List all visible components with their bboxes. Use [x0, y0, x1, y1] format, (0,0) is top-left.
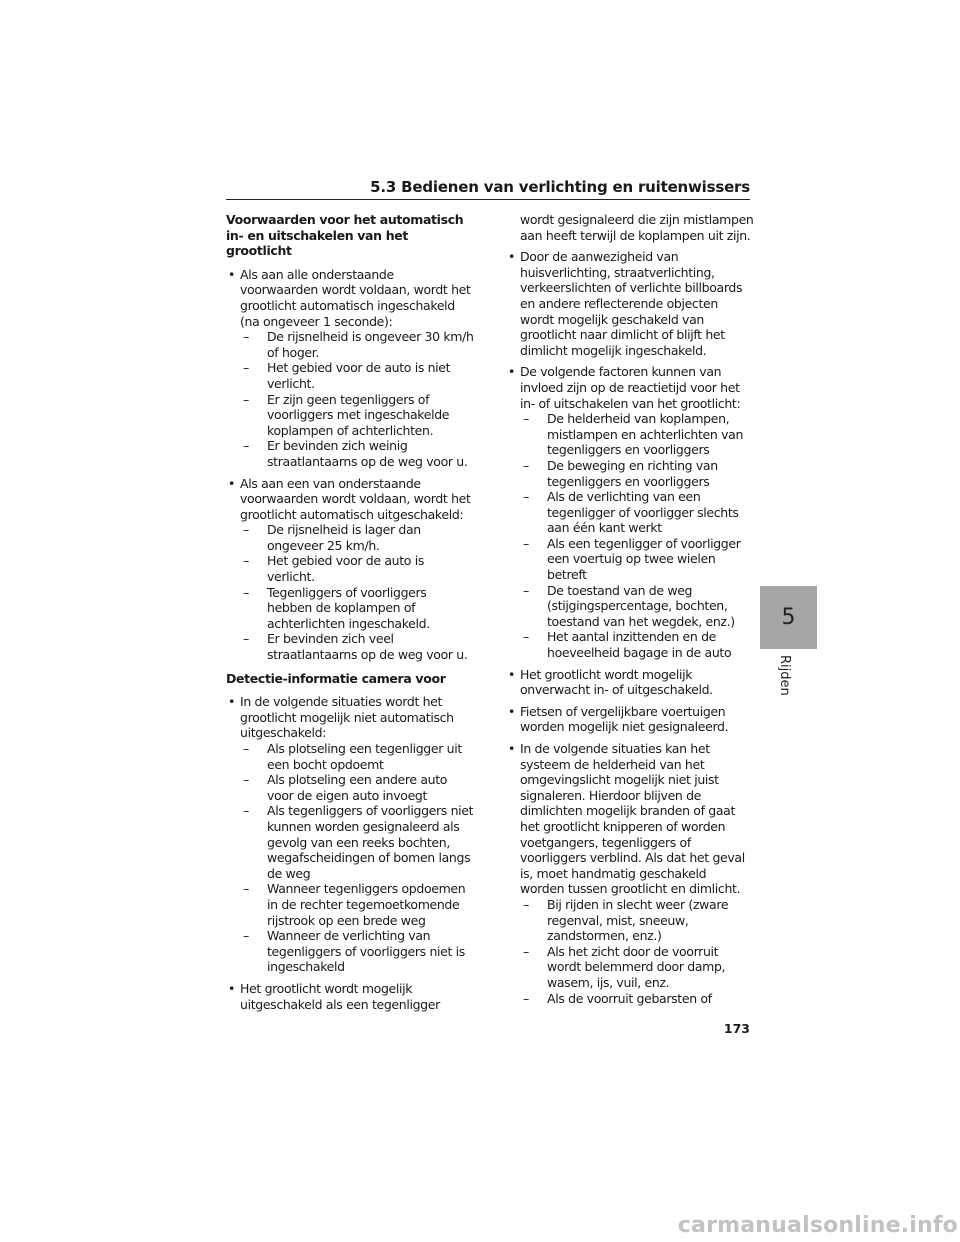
bullet-text: • Het grootlicht wordt mogelijk onverwacht in- of uitgeschakeld. [520, 666, 713, 698]
bullet-text: • In de volgende situaties kan het systeem de helderheid van het omgevingslicht mogelijk niet juist signaleren. Hierdoor blijven de dimlichten mogelijk branden of gaat het grootlicht knipperen of worden voetgangers, tegenliggers of voorliggers verblind. Als dat het geval is, moet handmatig geschakeld worden tussen grootlicht en dimlicht. [520, 741, 745, 897]
sub-item: – Het gebied voor de auto is niet verlicht. [240, 360, 474, 391]
bullet-text: • Fietsen of vergelijkbare voertuigen worden mogelijk niet gesignaleerd. [520, 703, 729, 735]
bullet-ambient-lighting [506, 249, 754, 358]
sub-item: – De rijsnelheid is ongeveer 30 km/h of hoger. [240, 329, 474, 360]
bullet-text: wordt gesignaleerd die zijn mistlampen aan heeft terwijl de koplampen uit zijn. [520, 212, 754, 243]
bullet-text: • De volgende factoren kunnen van invloed zijn op de reactietijd voor het in- of uitschakelen van het grootlicht: [520, 364, 741, 411]
bullet-oncoming-foglamp [226, 981, 474, 1012]
page-number: 173 [723, 1021, 750, 1036]
sub-item: – De rijsnelheid is lager dan ongeveer 25 km/h. [240, 522, 474, 553]
sub-list [240, 741, 474, 975]
sub-item: – De helderheid van koplampen, mistlampen en achterlichten van tegenliggers en voorliggers [520, 411, 754, 458]
sub-item: – Als het zicht door de voorruit wordt belemmerd door damp, wasem, ijs, vuil, enz. [520, 944, 754, 991]
section-header: 5.3 Bedienen van verlichting en ruitenwissers [370, 178, 750, 196]
sub-item: – Als de voorruit gebarsten of [520, 991, 754, 1007]
bullet-reaction-factors [506, 364, 754, 660]
sub-list [520, 897, 754, 1006]
sub-item: – Het aantal inzittenden en de hoeveelheid bagage in de auto [520, 629, 754, 660]
sub-item: – Tegenliggers of voorliggers hebben de koplampen of achterlichten ingeschakeld. [240, 585, 474, 632]
header-rule [226, 199, 750, 200]
bullet-text: • Het grootlicht wordt mogelijk uitgeschakeld als een tegenligger [240, 980, 440, 1012]
bullet-not-auto-off-situations [226, 694, 474, 975]
sub-item: – Wanneer de verlichting van tegenliggers of voorliggers niet is ingeschakeld [240, 928, 474, 975]
sub-list [240, 522, 474, 662]
bullet-auto-on-conditions [226, 267, 474, 470]
chapter-tab-label: Rijden [777, 655, 792, 696]
sub-item: – Als plotseling een tegenligger uit een bocht opdoemt [240, 741, 474, 772]
bullet-auto-off-conditions [226, 476, 474, 663]
sub-item: – Bij rijden in slecht weer (zware regenval, mist, sneeuw, zandstormen, enz.) [520, 897, 754, 944]
heading-auto-high-beam-conditions: Voorwaarden voor het automatisch in- en uitschakelen van het grootlicht [226, 212, 464, 259]
sub-item: – Wanneer tegenliggers opdoemen in de rechter tegemoetkomende rijstrook op een brede weg [240, 881, 474, 928]
watermark: carmanualsonline.info [677, 1213, 958, 1238]
sub-item: – Als de verlichting van een tegenligger of voorligger slechts aan één kant werkt [520, 489, 754, 536]
sub-item: – Er bevinden zich weinig straatlantaarns op de weg voor u. [240, 438, 474, 469]
chapter-tab-number: 5 [760, 586, 817, 649]
bullet-text: • In de volgende situaties wordt het grootlicht mogelijk niet automatisch uitgeschakeld: [240, 694, 454, 741]
sub-list [520, 411, 754, 661]
sub-item: – Als plotseling een andere auto voor de eigen auto invoegt [240, 772, 474, 803]
bullet-text: • Als aan een van onderstaande voorwaarden wordt voldaan, wordt het grootlicht automatisch uitgeschakeld: [240, 475, 471, 522]
sub-item: – De toestand van de weg (stijgingspercentage, bochten, toestand van het wegdek, enz.) [520, 583, 754, 630]
left-column [226, 212, 474, 1018]
bullet-continuation [506, 212, 754, 243]
sub-item: – Er zijn geen tegenliggers of voorliggers met ingeschakelde koplampen of achterlichten. [240, 392, 474, 439]
sub-item: – De beweging en richting van tegenliggers en voorliggers [520, 458, 754, 489]
bullet-ambient-light-detection [506, 741, 754, 1006]
heading-camera-detection: Detectie-informatie camera voor [226, 670, 446, 686]
bullet-unexpected-switching [506, 667, 754, 698]
sub-item: – Als een tegenligger of voorligger een voertuig op twee wielen betreft [520, 536, 754, 583]
bullet-text: • Door de aanwezigheid van huisverlichting, straatverlichting, verkeerslichten of verlichte billboards en andere reflecterende objecten wordt mogelijk geschakeld van grootlicht naar dimlicht of blijft het dimlicht mogelijk ingeschakeld. [520, 249, 743, 358]
bullet-text: • Als aan alle onderstaande voorwaarden wordt voldaan, wordt het grootlicht automatisch ingeschakeld (na ongeveer 1 seconde): [240, 266, 471, 329]
bullet-bicycles [506, 704, 754, 735]
sub-item: – Als tegenliggers of voorliggers niet kunnen worden gesignaleerd als gevolg van een reeks bochten, wegafscheidingen of bomen langs de weg [240, 803, 474, 881]
sub-list [240, 329, 474, 469]
sub-item: – Het gebied voor de auto is verlicht. [240, 553, 474, 584]
right-column [506, 212, 754, 1012]
sub-item: – Er bevinden zich veel straatlantaarns op de weg voor u. [240, 631, 474, 662]
